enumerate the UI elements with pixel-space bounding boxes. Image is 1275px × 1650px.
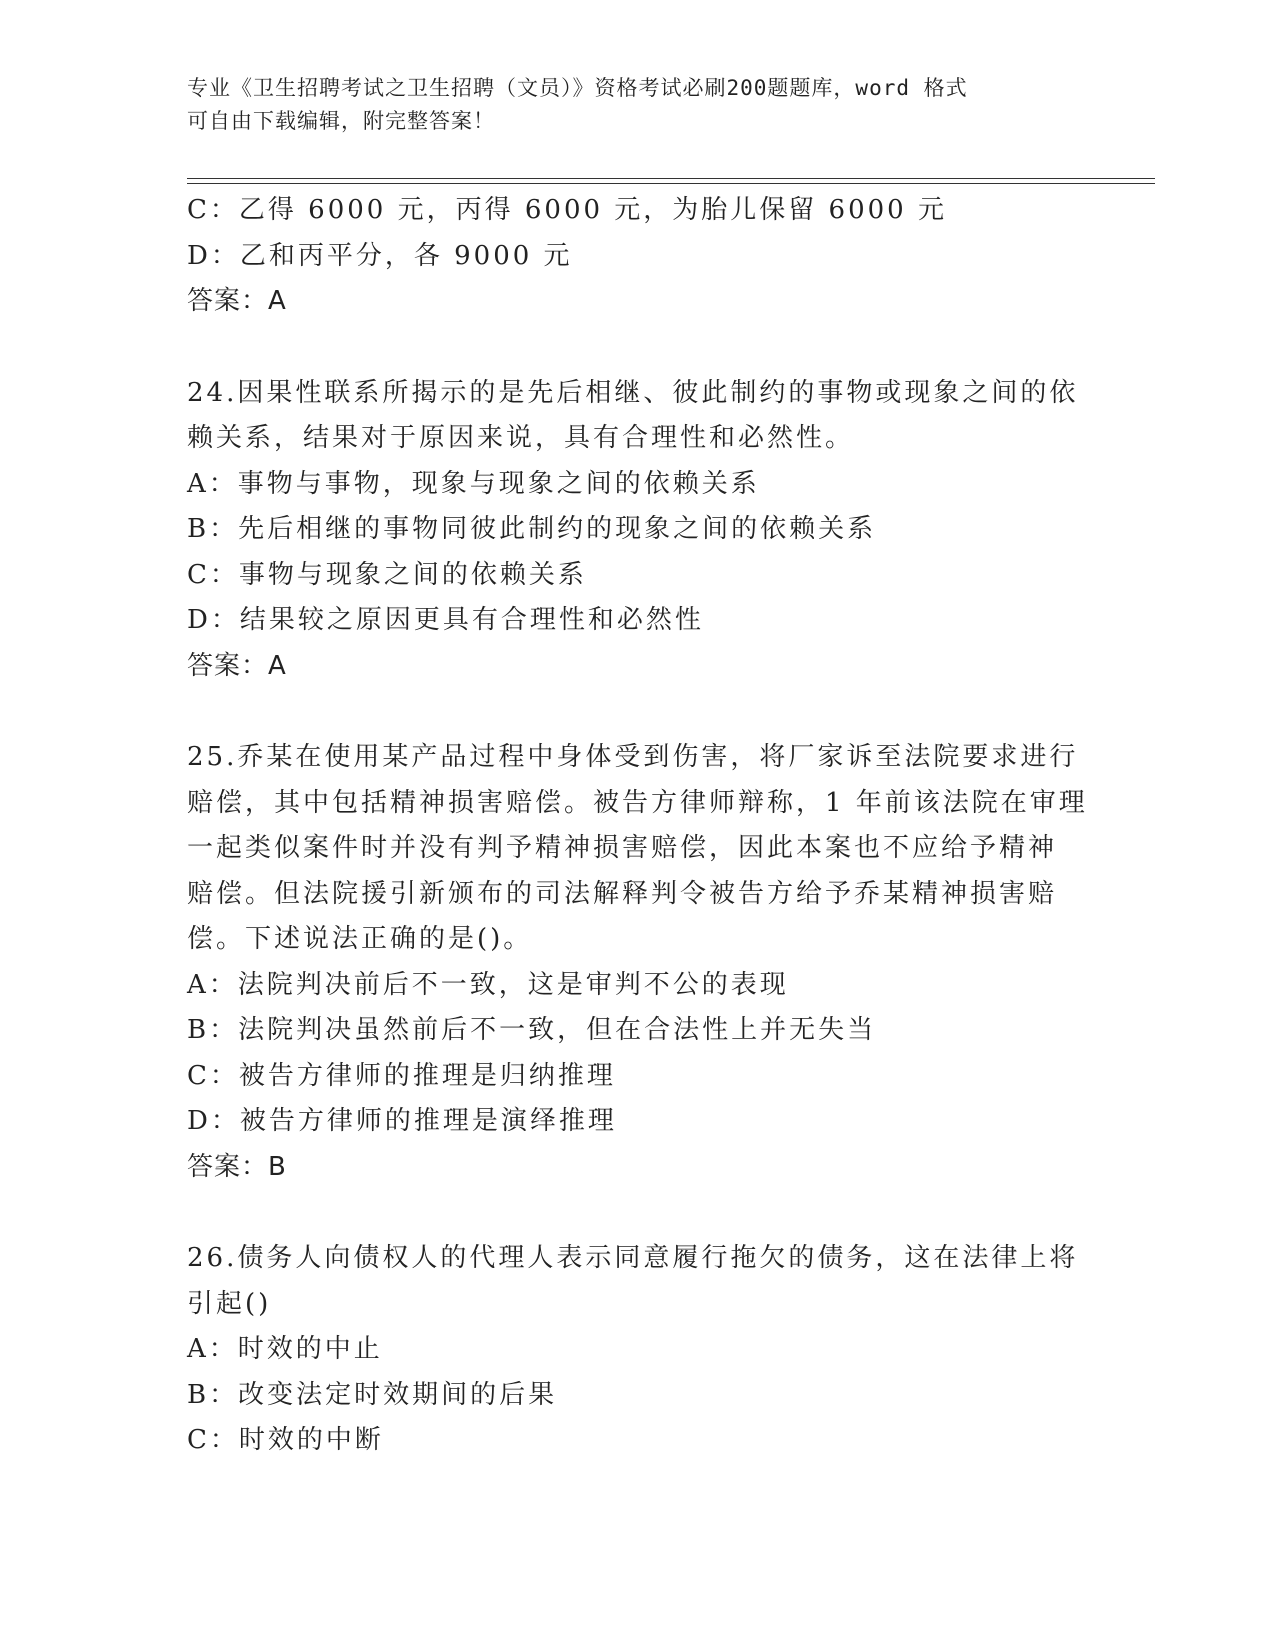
q24-answer: 答案：A xyxy=(187,650,287,681)
question-25 xyxy=(187,735,1087,1190)
q25-stem-line-3: 一起类似案件时并没有判予精神损害赔偿，因此本案也不应给予精神 xyxy=(187,833,1058,863)
q25-option-c: C：被告方律师的推理是归纳推理 xyxy=(187,1060,616,1091)
q25-stem-line-2: 赔偿，其中包括精神损害赔偿。被告方律师辩称，1 年前该法院在审理 xyxy=(187,787,1088,818)
q26-stem-line-1: 26.债务人向债权人的代理人表示同意履行拖欠的债务，这在法律上将 xyxy=(187,1243,1079,1273)
q23-option-c: C：乙得 6000 元，丙得 6000 元，为胎儿保留 6000 元 xyxy=(187,195,947,225)
q24-option-b: B：先后相继的事物同彼此制约的现象之间的依赖关系 xyxy=(187,514,877,544)
q25-stem-line-1: 25.乔某在使用某产品过程中身体受到伤害，将厂家诉至法院要求进行 xyxy=(187,742,1079,772)
q24-stem-line-1: 24.因果性联系所揭示的是先后相继、彼此制约的事物或现象之间的依 xyxy=(187,377,1079,408)
header-divider-top xyxy=(187,178,1155,179)
q26-stem-line-2: 引起() xyxy=(187,1288,272,1319)
q24-stem-line-2: 赖关系，结果对于原因来说，具有合理性和必然性。 xyxy=(187,423,855,453)
q23-answer: 答案：A xyxy=(187,286,287,316)
document-body xyxy=(187,188,1087,1464)
header-title-line-1: 专业《卫生招聘考试之卫生招聘（文员）》资格考试必刷200题题库，word 格式 xyxy=(187,76,968,100)
q25-stem-line-4: 赔偿。但法院援引新颁布的司法解释判令被告方给予乔某精神损害赔 xyxy=(187,878,1058,909)
header-divider-bottom xyxy=(187,183,1155,184)
question-24 xyxy=(187,371,1087,690)
q26-option-b: B：改变法定时效期间的后果 xyxy=(187,1379,558,1410)
q25-option-d: D：被告方律师的推理是演绎推理 xyxy=(187,1106,617,1136)
question-26 xyxy=(187,1236,1087,1464)
q23-option-d: D：乙和丙平分，各 9000 元 xyxy=(187,240,573,271)
q26-option-c: C：时效的中断 xyxy=(187,1425,384,1455)
q24-option-c: C：事物与现象之间的依赖关系 xyxy=(187,559,587,590)
q25-option-a: A：法院判决前后不一致，这是审判不公的表现 xyxy=(187,969,789,1000)
q24-option-d: D：结果较之原因更具有合理性和必然性 xyxy=(187,605,704,635)
question-23 xyxy=(187,188,1087,325)
q25-stem-line-5: 偿。下述说法正确的是()。 xyxy=(187,924,533,954)
q24-option-a: A：事物与事物，现象与现象之间的依赖关系 xyxy=(187,468,760,499)
spacer xyxy=(187,689,1087,735)
header-title-line-2: 可自由下载编辑，附完整答案！ xyxy=(187,109,495,133)
spacer xyxy=(187,1190,1087,1236)
page-header xyxy=(187,72,1087,138)
q25-answer: 答案：B xyxy=(187,1151,287,1182)
spacer xyxy=(187,325,1087,371)
q26-option-a: A：时效的中止 xyxy=(187,1334,383,1364)
q25-option-b: B：法院判决虽然前后不一致，但在合法性上并无失当 xyxy=(187,1015,877,1045)
